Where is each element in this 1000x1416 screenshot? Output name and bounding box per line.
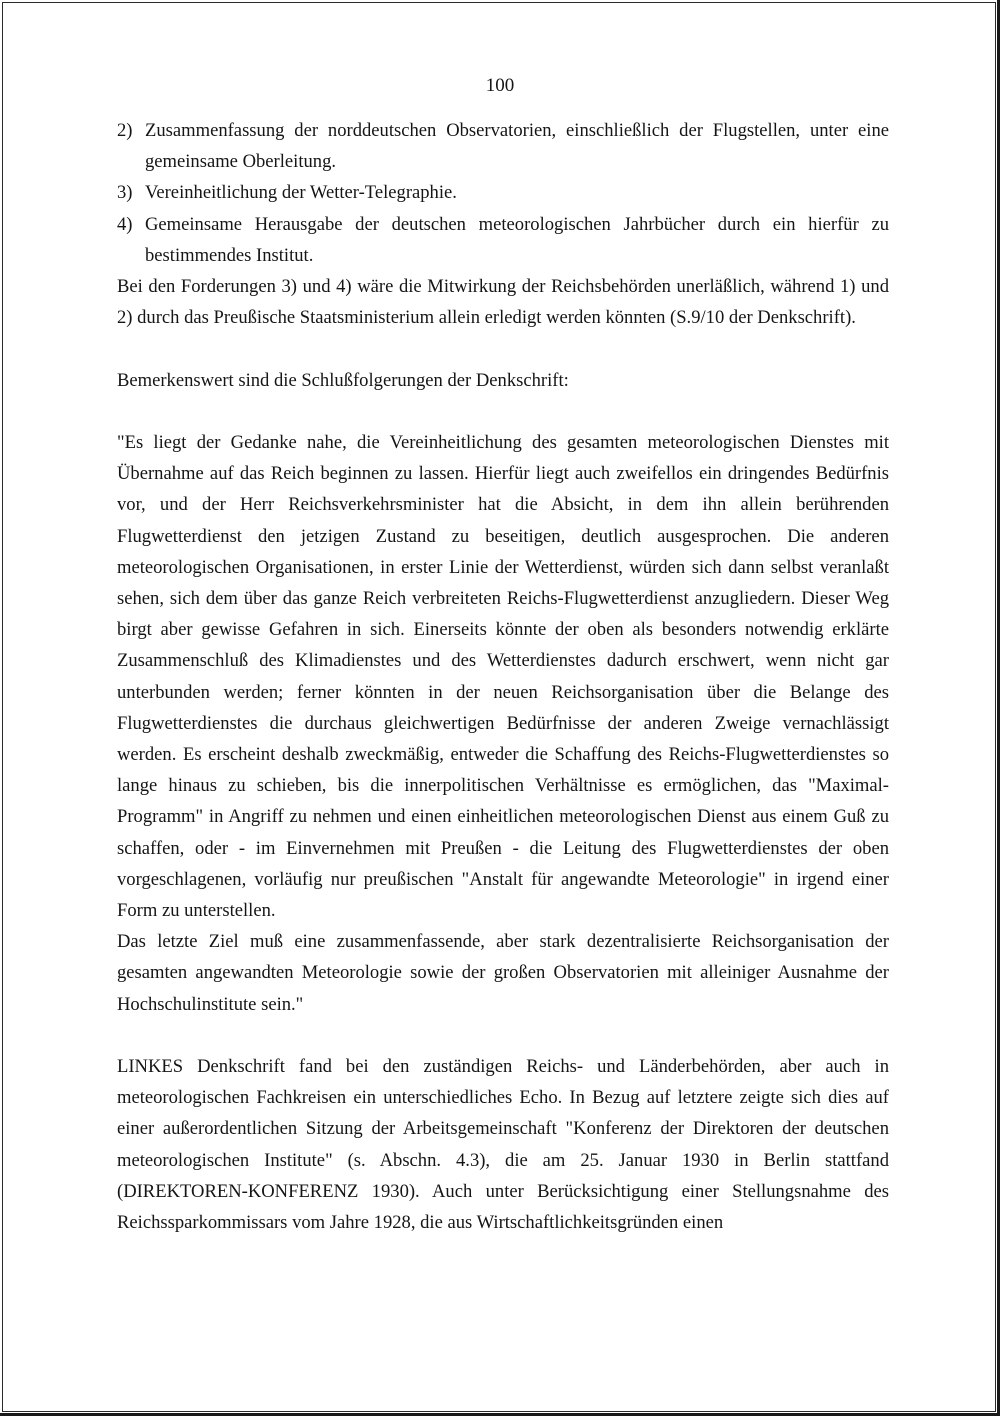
list-item (117, 115, 889, 177)
paragraph-spacer (117, 396, 889, 427)
paragraph-forderungen: Bei den Forderungen 3) und 4) wäre die Mitwirkung der Reichsbehörden unerläßlich, während 1) und 2) durch das Preußische Staatsministerium allein erledigt werden könnten (S.9/10 der Denkschrift). (117, 276, 889, 329)
list-item (117, 177, 889, 208)
list-text: Gemeinsame Herausgabe der deutschen meteorologischen Jahrbücher durch ein hierfür zu bestimmendes Institut. (145, 213, 889, 266)
paragraph-spacer (117, 1020, 889, 1051)
list-number: 3) (117, 182, 133, 204)
quotation-conclusion: Das letzte Ziel muß eine zusammenfassende, aber stark dezentralisierte Reichsorganisation der gesamten angewandten Meteorologie sowie der großen Observatorien mit alleiniger Ausnahme der Hochschulinstitute sein." (117, 931, 889, 1015)
list-item (117, 209, 889, 271)
paragraph-schlussfolgerungen-intro: Bemerkenswert sind die Schlußfolgerungen der Denkschrift: (117, 369, 569, 391)
paragraph-linke-denkschrift: LINKES Denkschrift fand bei den zuständigen Reichs- und Länderbehörden, aber auch in meteorologischen Fachkreisen ein unterschiedliches Echo. In Bezug auf letztere zeigte sich dies auf einer außerordentlichen Sitzung der Arbeitsgemeinschaft "Konferenz der Direktoren der deutschen meteorologischen Institute" (s. Abschn. 4.3), die am 25. Januar 1930 in Berlin stattfand (DIREKTOREN-KONFERENZ 1930). Auch unter Berücksichtigung einer Stellungsnahme des Reichssparkommissars vom Jahre 1928, die aus Wirtschaftlichkeitsgründen einen (117, 1056, 889, 1234)
paragraph-spacer (117, 333, 889, 364)
list-number: 4) (117, 213, 133, 235)
list-text: Vereinheitlichung der Wetter-Telegraphie. (145, 182, 457, 204)
page-body (117, 115, 889, 1238)
page-number: 100 (485, 75, 515, 96)
quotation-paragraph: "Es liegt der Gedanke nahe, die Vereinheitlichung des gesamten meteorologischen Dienstes mit Übernahme auf das Reich beginnen zu lassen. Hierfür liegt auch zweifellos ein dringendes Bedürfnis vor, und der Herr Reichsverkehrsminister hat die Absicht, in dem ihn allein berührenden Flugwetterdienst den jetzigen Zustand zu beseitigen, deutlich ausgesprochen. Die anderen meteorologischen Organisationen, in erster Linie der Wetterdienst, würden sich dann selbst veranlaßt sehen, sich dem über das ganze Reich verbreiteten Reichs-Flugwetterdienst anzugliedern. Dieser Weg birgt aber gewisse Gefahren in sich. Einerseits könnte der oben als besonders notwendig erklärte Zusammenschluß des Klimadienstes und des Wetterdienstes dadurch erschwert, wenn nicht gar unterbunden werden; ferner könnten in der neuen Reichsorganisation über die Belange des Flugwetterdienstes die durchaus gleichwertigen Bedürfnisse der anderen Zweige vernachlässigt werden. Es erscheint deshalb zweckmäßig, entweder die Schaffung des Reichs-Flugwetterdienstes so lange hinaus zu schieben, bis die innerpolitischen Verhältnisse es ermöglichen, das "Maximal-Programm" in Angriff zu nehmen und einen einheitlichen meteorologischen Dienst aus einem Guß zu schaffen, oder - im Einvernehmen mit Preußen - die Leitung des Flugwetterdienstes der oben vorgeschlagenen, vorläufig nur preußischen "Anstalt für angewandte Meteorologie" in irgend einer Form zu unterstellen. (117, 432, 889, 922)
list-text: Zusammenfassung der norddeutschen Observatorien, einschließlich der Flugstellen, unter eine gemeinsame Oberleitung. (145, 120, 889, 173)
list-number: 2) (117, 120, 133, 141)
